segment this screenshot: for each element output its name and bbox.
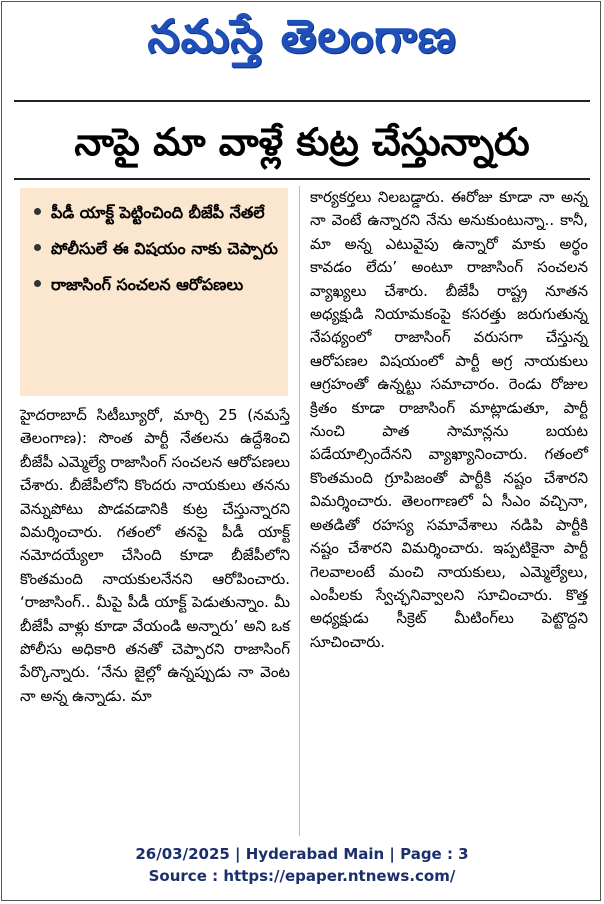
edition-info: 26/03/2025 | Hyderabad Main | Page : 3: [135, 845, 469, 863]
newspaper-masthead: నమస్తే తెలంగాణ: [147, 9, 457, 63]
article-body-left-column: హైదరాబాద్ సిటీబ్యూరో, మార్చి 25 (నమస్తే తెలంగాణ): సొంత పార్టీ నేతలను ఉద్దేశించి బీజేపీ ఎమ్మెల్యే రాజాసింగ్ సంచలన ఆరోపణలు చేశారు. బీజేపీలోని కొందరు నాయకులు తనను వెన్నుపోటు పొడవడానికి కుట్ర చేస్తున్నారని విమర్శించారు. గతంలో తనపై పీడీ యాక్ట్ నమోదయ్యేలా చేసింది కూడా బీజేపీలోని కొంతమంది నాయకులనేనని ఆరోపించారు. ‘రాజాసింగ్.. మీపై పీడీ యాక్ట్ పెడుతున్నాం. మీ బీజేపీ వాళ్లు కూడా వేయండి అన్నారు’ అని ఒక పోలీసు అధికారి తనతో చెప్పారని రాజాసింగ్ పేర్కొన్నారు. ‘నేను జైల్లో ఉన్నప్పుడు నా వెంట నా అన్న ఉన్నాడు. మా: [20, 406, 290, 705]
highlights-box: [20, 188, 288, 396]
article-headline: నాపై మా వాళ్లే కుట్ర చేస్తున్నారు: [74, 120, 530, 164]
source-link[interactable]: Source : https://epaper.ntnews.com/: [148, 867, 456, 885]
column-divider: [299, 186, 300, 836]
highlight-item: [34, 234, 278, 264]
highlight-item: [34, 270, 278, 300]
masthead-divider-top: [14, 100, 590, 102]
bullet-icon: [34, 244, 41, 251]
article-body-right-column: కార్యకర్తలు నిలబడ్డారు. ఈరోజు కూడా నా అన్న నా వెంటే ఉన్నారని నేను అనుకుంటున్నా.. కానీ, మా అన్న ఎటువైపు ఉన్నారో మాకు అర్థం కావడం లేదు’ అంటూ రాజాసింగ్ సంచలన వ్యాఖ్యలు చేశారు. బీజేపీ రాష్ట్ర నూతన అధ్యక్షుడి నియామకంపై కసరత్తు జరుగుతున్న నేపథ్యంలో రాజాసింగ్ వరుసగా చేస్తున్న ఆరోపణల విషయంలో పార్టీ అగ్ర నాయకులు ఆగ్రహంతో ఉన్నట్టు సమాచారం. రెండు రోజుల క్రితం కూడా రాజాసింగ్ మాట్లాడుతూ, పార్టీ నుంచి పాత సామాన్లను బయట పడేయాల్సిందేనని వ్యాఖ్యానించారు. గతంలో కొంతమంది గ్రూపిజంతో పార్టీకి నష్టం చేశారని విమర్శించారు. తెలంగాణలో ఏ సీఎం వచ్చినా, అతడితో రహస్య సమావేశాలు నడిపి పార్టీకి నష్టం చేశారని విమర్శించారు. ఇప్పటికైనా పార్టీ గెలవాలంటే మంచి నాయకులు, ఎమ్మెల్యేలు, ఎంపీలకు స్వేచ్ఛనివ్వాలని సూచించారు. కొత్త అధ్యక్షుడు సీక్రెట్ మీటింగ్‌లు పెట్టొద్దని సూచించారు.: [310, 188, 588, 651]
highlight-text: పోలీసులే ఈ విషయం నాకు చెప్పారు: [51, 239, 278, 258]
highlight-text: పీడీ యాక్ట్ పెట్టించింది బీజేపీ నేతలే: [51, 203, 265, 222]
bullet-icon: [34, 208, 41, 215]
bullet-icon: [34, 280, 41, 287]
headline-divider: [14, 178, 590, 180]
highlight-item: [34, 198, 278, 228]
highlight-text: రాజాసింగ్ సంచలన ఆరోపణలు: [51, 275, 244, 294]
